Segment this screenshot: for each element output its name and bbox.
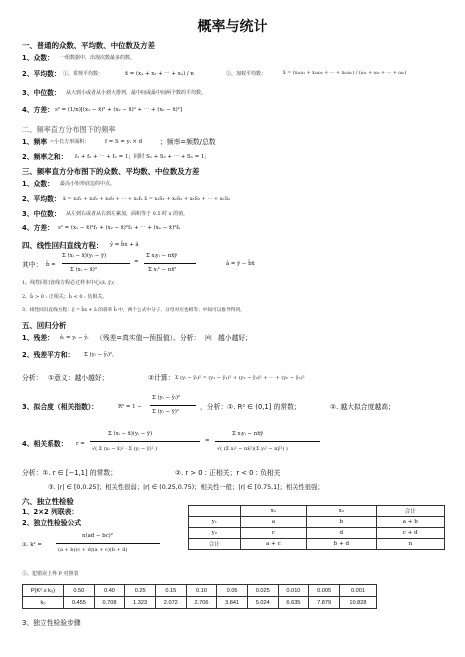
table-cell: x₂ bbox=[307, 506, 376, 517]
table-cell: 0.10 bbox=[186, 585, 217, 597]
s5-analysis-label: 分析： bbox=[22, 374, 43, 382]
s5-analysis-1: ①意义：越小越好； bbox=[48, 374, 109, 382]
s5-item2-label: 2、残差平方和： bbox=[22, 351, 75, 359]
fraction-bar bbox=[56, 543, 160, 544]
bhat-numerator-1: Σ (xᵢ − x̄)(yᵢ − ȳ) bbox=[62, 253, 107, 259]
residual-formula: êᵢ = yᵢ − ŷᵢ bbox=[60, 335, 89, 341]
rss-expanded-formula: Σ (yᵢ − ŷᵢ)² = (y₁ − ŷ₁)² + (y₂ − ŷ₂)² + ⋯ + (yₙ − ŷₙ)² bbox=[175, 375, 305, 381]
table-cell: x₁ bbox=[240, 506, 307, 517]
s6-item1: 1、2×2 列联表： bbox=[22, 508, 79, 516]
table-cell: 0.005 bbox=[309, 585, 340, 597]
table-cell: 10.828 bbox=[339, 597, 376, 609]
s4-note-2: 2、b̂ > 0 : 正相关；b̂ < 0 : 负相关。 bbox=[22, 294, 108, 300]
s1-item3-label: 3、中位数： bbox=[22, 89, 61, 97]
table-row bbox=[189, 539, 445, 550]
s5-analysis-2: ②计算： bbox=[148, 374, 175, 382]
critical-value-table bbox=[22, 584, 377, 609]
table-cell: P(K² ≥ k₀) bbox=[23, 585, 64, 597]
table-row bbox=[189, 528, 445, 539]
section3-heading: 三、频率直方分布图下的众数、平均数、中位数及方差 bbox=[22, 167, 200, 176]
table-cell: 0.25 bbox=[125, 585, 156, 597]
s1-item3-text: 从大到小或者从小到大排列，最中间或最中间两个数的平均数。 bbox=[66, 90, 207, 96]
bhat-denominator-1: Σ (xᵢ − x̄)² bbox=[70, 267, 98, 273]
s3-mean-formula: x̄ = x₁f₁ + x₂f₂ + x₃f₃ + ⋯ + xₙfₙ x̄ = x₁S₁ + x₂S₂ + x₃S₃ + ⋯ + xₙSₙ bbox=[63, 196, 231, 202]
s2-item1-tail: ；频率=频数/总数 bbox=[160, 138, 216, 146]
section6-heading: 六、独立性检验 bbox=[22, 497, 74, 506]
s2-item1-label: 1、频率 bbox=[22, 138, 48, 146]
chi-square-denominator: (a + b)(c + d)(a + c)(b + d) bbox=[58, 547, 128, 553]
r-denominator-2: √( (Σ xᵢ² − nx̄²)(Σ yᵢ² − nȳ²) ) bbox=[217, 446, 288, 452]
frequency-sum-formula: f₁ + f₂ + ⋯ + fₙ = 1；同时 S₁ + S₂ + ⋯ + Sₙ = 1； bbox=[75, 154, 210, 160]
table-cell: 0.010 bbox=[278, 585, 309, 597]
s1-item2-a: ①、常规平均数： bbox=[63, 71, 104, 77]
equals-sign: = bbox=[134, 259, 139, 265]
fraction-bar bbox=[144, 263, 196, 264]
r-label: r = bbox=[76, 441, 85, 447]
table-cell: 0.05 bbox=[217, 585, 248, 597]
s5-item1-label: 1、残差： bbox=[22, 334, 54, 342]
table-cell: a + c bbox=[240, 539, 307, 550]
table-cell: 6.635 bbox=[278, 597, 309, 609]
chi-square-numerator: n(ad − bc)² bbox=[82, 533, 113, 539]
variance-formula: s² = (1/n)[(x₁ − x̄)² + (x₂ − x̄)² + ⋯ + (xₙ − x̄)²] bbox=[55, 107, 183, 113]
table-cell: 0.15 bbox=[155, 585, 186, 597]
table-cell: y₂ bbox=[189, 528, 241, 539]
r2-label: R² = 1 − bbox=[118, 404, 142, 410]
s6-item2-b: ②、犯错误上界 P 对照表 bbox=[22, 571, 79, 577]
table-row bbox=[189, 517, 445, 528]
s3-item1-label: 1、众数： bbox=[22, 180, 54, 188]
mean-formula: x̄ = (x₁ + x₂ + ⋯ + xₙ) / n bbox=[125, 71, 194, 77]
table-cell: b + d bbox=[307, 539, 376, 550]
table-cell: 0.708 bbox=[94, 597, 125, 609]
table-cell: 1.323 bbox=[125, 597, 156, 609]
table-cell: 合计 bbox=[376, 506, 444, 517]
frequency-formula: f = S = yᵢ × d bbox=[105, 139, 143, 145]
s5-item1-text: （残差=真实值—预报值）。分析： bbox=[96, 334, 201, 342]
s4-note-1: 1、线性回归直线方程必过样本中心(x̄, ȳ)； bbox=[22, 280, 118, 286]
bhat-denominator-2: Σ xᵢ² − nx̄² bbox=[148, 267, 177, 273]
s3-variance-formula: s² = (x₁ − x̄)²f₁ + (x₂ − x̄)²f₂ + ⋯ + (xₙ − x̄)²fₙ bbox=[58, 225, 181, 231]
table-cell: d bbox=[307, 528, 376, 539]
table-row bbox=[189, 506, 445, 517]
table-cell: 0.025 bbox=[247, 585, 278, 597]
r-numerator-1: Σ (xᵢ − x̄)(yᵢ − ȳ) bbox=[108, 431, 153, 437]
s5-item3-analysis-b: ②. 越大拟合度越高； bbox=[330, 403, 395, 411]
s3-item2-label: 2、平均数： bbox=[22, 195, 61, 203]
table-cell: c + d bbox=[376, 528, 444, 539]
page-title: 概率与统计 bbox=[197, 19, 268, 35]
weighted-mean-formula: x̄ = (x₁ω₁ + x₂ω₂ + ⋯ + xₙωₙ) / (ω₁ + ω₂ + ⋯ + ωₙ) bbox=[283, 71, 407, 76]
s4-note-3: 3、线性回归直线方程：ŷ = b̂x + â 的斜率 b̂ 中，两个公式中分子、分母对应也相等；中间可以推导得到。 bbox=[22, 308, 245, 313]
s3-item3-label: 3、中位数： bbox=[22, 210, 61, 218]
s5-item4-label: 4、相关系数： bbox=[22, 440, 68, 448]
table-cell: 合计 bbox=[189, 539, 241, 550]
ahat-formula: â = ȳ − b̂x̄ bbox=[226, 261, 255, 267]
s1-item1-text: 一组数据中，出现次数最多的数。 bbox=[60, 55, 136, 61]
table-cell: 0.001 bbox=[339, 585, 376, 597]
residual-abs: |ê| bbox=[205, 335, 212, 341]
regression-equation: ŷ = b̂x + â bbox=[110, 242, 139, 248]
table-cell: 2.072 bbox=[155, 597, 186, 609]
s3-item4-label: 4、方差： bbox=[22, 224, 54, 232]
section1-heading: 一、普通的众数、平均数、中位数及方差 bbox=[22, 41, 156, 50]
bhat-numerator-2: Σ xᵢyᵢ − nx̄ȳ bbox=[146, 253, 178, 259]
fraction-bar bbox=[90, 441, 200, 442]
s1-item2-b: ②、加权平均数： bbox=[226, 71, 267, 77]
r-equals-sign: = bbox=[205, 438, 210, 444]
table-cell: 0.40 bbox=[94, 585, 125, 597]
s1-item2-label: 2、平均数： bbox=[22, 70, 61, 78]
table-cell: n bbox=[376, 539, 444, 550]
s1-item1-label: 1、众数： bbox=[22, 54, 54, 62]
table-cell: 2.706 bbox=[186, 597, 217, 609]
table-cell: 0.455 bbox=[64, 597, 95, 609]
s2-item1-text: =小长方形面积： bbox=[50, 139, 90, 145]
r2-denominator: Σ (yᵢ − ȳ)² bbox=[152, 409, 180, 415]
s5-item3-label: 3、拟合度（相关指数）： bbox=[22, 403, 99, 411]
section2-heading: 二、频率直方分布图下的频率 bbox=[22, 125, 116, 134]
s3-item1-text: 最高小矩形底边的中点。 bbox=[60, 181, 116, 187]
s3-item3-text: 从左到右或者从右到左累加，面积等于 0.5 时 x 的值。 bbox=[66, 211, 189, 217]
table-cell: 7.879 bbox=[309, 597, 340, 609]
table-row bbox=[23, 585, 377, 597]
chi-square-label: ①. k² = bbox=[22, 542, 42, 548]
s6-item2: 2、独立性检验公式 bbox=[22, 519, 82, 527]
r-denominator-1: √( Σ (xᵢ − x̄)² · Σ (yᵢ − ȳ)² ) bbox=[92, 446, 158, 452]
r-analysis-c: ③. |r| ∈ [0,0.25]；相关性很弱；|r| ∈ (0.25,0.75)；相关性一般；|r| ∈ [0.75,1]；相关性很强； bbox=[48, 484, 324, 491]
s5-item1-tail: 越小越好； bbox=[218, 334, 252, 342]
table-cell: 0.50 bbox=[64, 585, 95, 597]
r2-numerator: Σ (yᵢ − ŷᵢ)² bbox=[152, 395, 181, 401]
table-cell: c bbox=[240, 528, 307, 539]
fraction-bar bbox=[150, 405, 196, 406]
section5-heading: 五、回归分析 bbox=[22, 321, 67, 330]
rss-formula: Σ (yᵢ − ŷᵢ)²， bbox=[84, 352, 118, 358]
table-cell: a bbox=[240, 517, 307, 528]
table-cell: 5.024 bbox=[247, 597, 278, 609]
fraction-bar bbox=[62, 263, 130, 264]
r-analysis-a: 分析：①. r ∈ [−1,1] 的常数； bbox=[22, 469, 117, 477]
bhat-label: b̂ = bbox=[46, 262, 56, 268]
table-cell: k₀ bbox=[23, 597, 64, 609]
table-row bbox=[23, 597, 377, 609]
s1-item4-label: 4、方差： bbox=[22, 106, 54, 114]
table-cell bbox=[189, 506, 241, 517]
s6-item3: 3、独立性检验步骤 bbox=[22, 619, 81, 627]
contingency-table bbox=[188, 505, 445, 550]
r-analysis-b: ②. r > 0 : 正相关；r < 0 : 负相关 bbox=[175, 469, 281, 477]
s2-item2-label: 2、频率之和： bbox=[22, 153, 68, 161]
fraction-bar bbox=[215, 441, 320, 442]
r-numerator-2: Σ xᵢyᵢ − nx̄ȳ bbox=[232, 431, 264, 437]
table-cell: b bbox=[307, 517, 376, 528]
section4-heading: 四、线性回归直线方程： bbox=[22, 241, 104, 250]
table-cell: y₁ bbox=[189, 517, 241, 528]
s5-item3-analysis-a: ，分析：①. R² ∈ (0,1] 的常数； bbox=[200, 403, 301, 411]
s4-where: 其中： bbox=[22, 261, 43, 269]
table-cell: 3.841 bbox=[217, 597, 248, 609]
table-cell: a + b bbox=[376, 517, 444, 528]
